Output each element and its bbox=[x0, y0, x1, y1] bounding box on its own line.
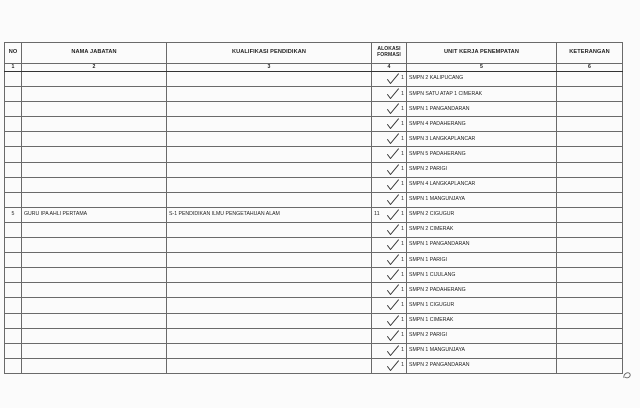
cell-unit-kerja: SMPN SATU ATAP 1 CIMERAK bbox=[407, 87, 557, 102]
cell-no bbox=[5, 298, 22, 313]
table-row bbox=[5, 147, 623, 162]
cell-keterangan bbox=[557, 343, 623, 358]
cell-alokasi-count: 1 bbox=[401, 316, 404, 323]
header-alokasi-label: ALOKASI FORMASI bbox=[377, 46, 401, 58]
cell-alokasi-count: 1 bbox=[401, 120, 404, 127]
cell-nama-jabatan bbox=[22, 162, 167, 177]
table-row bbox=[5, 283, 623, 298]
cell-unit-kerja: SMPN 4 PADAHERANG bbox=[407, 117, 557, 132]
check-mark-icon bbox=[386, 133, 400, 145]
cell-alokasi bbox=[372, 253, 407, 268]
cell-no bbox=[5, 283, 22, 298]
header-no: NO bbox=[5, 43, 22, 64]
check-mark-icon bbox=[386, 118, 400, 130]
table-row bbox=[5, 343, 623, 358]
cell-alokasi-count: 1 bbox=[401, 271, 404, 278]
check-mark-icon bbox=[386, 330, 400, 342]
header-row bbox=[5, 43, 623, 64]
cell-keterangan bbox=[557, 132, 623, 147]
cell-nama-jabatan bbox=[22, 102, 167, 117]
cell-no bbox=[5, 87, 22, 102]
cell-alokasi bbox=[372, 132, 407, 147]
cell-keterangan bbox=[557, 328, 623, 343]
cell-alokasi-count: 1 bbox=[401, 301, 404, 308]
header-keterangan: KETERANGAN bbox=[557, 43, 623, 64]
cell-alokasi-count: 1 bbox=[401, 332, 404, 339]
cell-alokasi bbox=[372, 222, 407, 237]
cell-nama-jabatan bbox=[22, 358, 167, 373]
cell-unit-kerja: SMPN 1 CIMERAK bbox=[407, 313, 557, 328]
cell-keterangan bbox=[557, 192, 623, 207]
cell-nama-jabatan bbox=[22, 87, 167, 102]
cell-alokasi bbox=[372, 268, 407, 283]
cell-alokasi bbox=[372, 192, 407, 207]
table-row bbox=[5, 328, 623, 343]
check-mark-icon bbox=[386, 179, 400, 191]
cell-nama-jabatan bbox=[22, 298, 167, 313]
check-mark-icon bbox=[386, 299, 400, 311]
cell-kualifikasi bbox=[167, 358, 372, 373]
cell-no bbox=[5, 253, 22, 268]
cell-unit-kerja: SMPN 1 PARIGI bbox=[407, 253, 557, 268]
cell-nama-jabatan bbox=[22, 238, 167, 253]
table-row bbox=[5, 298, 623, 313]
cell-nama-jabatan bbox=[22, 192, 167, 207]
cell-no bbox=[5, 102, 22, 117]
cell-unit-kerja: SMPN 1 CIJULANG bbox=[407, 268, 557, 283]
cell-no bbox=[5, 222, 22, 237]
cell-alokasi bbox=[372, 162, 407, 177]
cell-keterangan bbox=[557, 87, 623, 102]
cell-unit-kerja: SMPN 2 PARIGI bbox=[407, 328, 557, 343]
cell-kualifikasi bbox=[167, 117, 372, 132]
header-kualifikasi: KUALIFIKASI PENDIDIKAN bbox=[167, 43, 372, 64]
cell-alokasi-total: 11 bbox=[374, 210, 380, 217]
cell-unit-kerja: SMPN 2 KALIPUCANG bbox=[407, 72, 557, 87]
cell-alokasi-count: 1 bbox=[401, 226, 404, 233]
column-number: 1 bbox=[5, 64, 22, 72]
cell-unit-kerja: SMPN 1 MANGUNJAYA bbox=[407, 343, 557, 358]
cell-kualifikasi bbox=[167, 253, 372, 268]
cell-alokasi bbox=[372, 177, 407, 192]
check-mark-icon bbox=[386, 224, 400, 236]
cell-kualifikasi bbox=[167, 238, 372, 253]
cell-nama-jabatan bbox=[22, 132, 167, 147]
cell-kualifikasi bbox=[167, 132, 372, 147]
cell-unit-kerja: SMPN 1 CIGUGUR bbox=[407, 298, 557, 313]
cell-kualifikasi: S-1 PENDIDIKAN ILMU PENGETAHUAN ALAM bbox=[167, 207, 372, 222]
cell-alokasi bbox=[372, 358, 407, 373]
cell-nama-jabatan bbox=[22, 253, 167, 268]
cell-alokasi bbox=[372, 117, 407, 132]
cell-no bbox=[5, 177, 22, 192]
cell-alokasi-count: 1 bbox=[401, 286, 404, 293]
table-row bbox=[5, 238, 623, 253]
table-body bbox=[5, 72, 623, 374]
cell-alokasi-count: 1 bbox=[401, 256, 404, 263]
cell-kualifikasi bbox=[167, 268, 372, 283]
cell-alokasi bbox=[372, 72, 407, 87]
cell-kualifikasi bbox=[167, 283, 372, 298]
header-alokasi bbox=[372, 43, 407, 64]
cell-alokasi-count: 1 bbox=[401, 166, 404, 172]
cell-no bbox=[5, 72, 22, 87]
cell-kualifikasi bbox=[167, 298, 372, 313]
cell-alokasi bbox=[372, 298, 407, 313]
cell-nama-jabatan: GURU IPA AHLI PERTAMA bbox=[22, 207, 167, 222]
cell-unit-kerja: SMPN 1 MANGUNJAYA bbox=[407, 192, 557, 207]
cell-keterangan bbox=[557, 162, 623, 177]
cell-kualifikasi bbox=[167, 328, 372, 343]
cell-alokasi-count: 1 bbox=[401, 196, 404, 203]
cell-alokasi bbox=[372, 313, 407, 328]
cell-nama-jabatan bbox=[22, 177, 167, 192]
header-nama-jabatan: NAMA JABATAN bbox=[22, 43, 167, 64]
cell-keterangan bbox=[557, 358, 623, 373]
cell-nama-jabatan bbox=[22, 328, 167, 343]
cell-keterangan bbox=[557, 313, 623, 328]
check-mark-icon bbox=[386, 345, 400, 357]
check-mark-icon bbox=[386, 284, 400, 296]
check-mark-icon bbox=[386, 88, 400, 100]
cell-kualifikasi bbox=[167, 87, 372, 102]
check-mark-icon bbox=[386, 73, 400, 85]
cell-unit-kerja: SMPN 2 PARIGI bbox=[407, 162, 557, 177]
cell-alokasi bbox=[372, 87, 407, 102]
cell-alokasi bbox=[372, 147, 407, 162]
cell-unit-kerja: SMPN 4 LANGKAPLANCAR bbox=[407, 177, 557, 192]
cell-keterangan bbox=[557, 207, 623, 222]
check-mark-icon bbox=[386, 164, 400, 176]
cell-keterangan bbox=[557, 283, 623, 298]
cell-unit-kerja: SMPN 2 PADAHERANG bbox=[407, 283, 557, 298]
cell-keterangan bbox=[557, 72, 623, 87]
cell-no: 5 bbox=[5, 207, 22, 222]
cell-alokasi-count: 1 bbox=[401, 90, 404, 97]
cell-keterangan bbox=[557, 177, 623, 192]
cell-kualifikasi bbox=[167, 102, 372, 117]
column-number: 5 bbox=[407, 64, 557, 72]
check-mark-icon bbox=[386, 360, 400, 372]
cell-unit-kerja: SMPN 2 CIGUGUR bbox=[407, 207, 557, 222]
cell-kualifikasi bbox=[167, 147, 372, 162]
table-row bbox=[5, 358, 623, 373]
cell-alokasi-count: 1 bbox=[401, 105, 404, 112]
column-number: 4 bbox=[372, 64, 407, 72]
table-row bbox=[5, 313, 623, 328]
cell-no bbox=[5, 192, 22, 207]
cell-alokasi-count: 1 bbox=[401, 211, 404, 218]
cell-no bbox=[5, 238, 22, 253]
cell-nama-jabatan bbox=[22, 268, 167, 283]
column-number: 2 bbox=[22, 64, 167, 72]
cell-alokasi-count: 1 bbox=[401, 75, 404, 82]
cell-alokasi bbox=[372, 328, 407, 343]
cell-alokasi-count: 1 bbox=[401, 347, 404, 354]
cell-keterangan bbox=[557, 222, 623, 237]
check-mark-icon bbox=[386, 209, 400, 221]
table-row bbox=[5, 192, 623, 207]
check-mark-icon bbox=[386, 194, 400, 206]
header-unit-kerja: UNIT KERJA PENEMPATAN bbox=[407, 43, 557, 64]
cell-nama-jabatan bbox=[22, 283, 167, 298]
table-row bbox=[5, 222, 623, 237]
cell-alokasi-count: 1 bbox=[401, 135, 404, 142]
table-row bbox=[5, 87, 623, 102]
cell-alokasi bbox=[372, 343, 407, 358]
cell-kualifikasi bbox=[167, 162, 372, 177]
cell-keterangan bbox=[557, 268, 623, 283]
cell-nama-jabatan bbox=[22, 313, 167, 328]
table-row bbox=[5, 207, 623, 222]
cell-no bbox=[5, 162, 22, 177]
corner-scribble-icon bbox=[622, 370, 632, 380]
cell-kualifikasi bbox=[167, 177, 372, 192]
cell-alokasi bbox=[372, 238, 407, 253]
cell-unit-kerja: SMPN 5 PADAHERANG bbox=[407, 147, 557, 162]
cell-alokasi bbox=[372, 283, 407, 298]
cell-kualifikasi bbox=[167, 313, 372, 328]
cell-alokasi-count: 1 bbox=[401, 362, 404, 369]
column-number: 3 bbox=[167, 64, 372, 72]
check-mark-icon bbox=[386, 269, 400, 281]
formasi-table bbox=[4, 42, 623, 374]
cell-nama-jabatan bbox=[22, 72, 167, 87]
cell-nama-jabatan bbox=[22, 343, 167, 358]
cell-unit-kerja: SMPN 3 LANGKAPLANCAR bbox=[407, 132, 557, 147]
cell-alokasi-count: 1 bbox=[401, 181, 404, 188]
cell-nama-jabatan bbox=[22, 147, 167, 162]
table-row bbox=[5, 253, 623, 268]
table-row bbox=[5, 177, 623, 192]
cell-kualifikasi bbox=[167, 192, 372, 207]
check-mark-icon bbox=[386, 254, 400, 266]
cell-kualifikasi bbox=[167, 222, 372, 237]
cell-unit-kerja: SMPN 2 CIMERAK bbox=[407, 222, 557, 237]
cell-no bbox=[5, 132, 22, 147]
table-row bbox=[5, 162, 623, 177]
cell-nama-jabatan bbox=[22, 117, 167, 132]
cell-alokasi bbox=[372, 102, 407, 117]
cell-nama-jabatan bbox=[22, 222, 167, 237]
cell-keterangan bbox=[557, 238, 623, 253]
cell-alokasi bbox=[372, 207, 407, 222]
cell-no bbox=[5, 343, 22, 358]
cell-keterangan bbox=[557, 253, 623, 268]
cell-no bbox=[5, 328, 22, 343]
cell-unit-kerja: SMPN 1 PANGANDARAN bbox=[407, 102, 557, 117]
table-row bbox=[5, 102, 623, 117]
cell-keterangan bbox=[557, 117, 623, 132]
cell-kualifikasi bbox=[167, 72, 372, 87]
cell-kualifikasi bbox=[167, 343, 372, 358]
cell-no bbox=[5, 117, 22, 132]
column-number-row bbox=[5, 64, 623, 72]
check-mark-icon bbox=[386, 315, 400, 327]
check-mark-icon bbox=[386, 103, 400, 115]
cell-no bbox=[5, 358, 22, 373]
cell-no bbox=[5, 147, 22, 162]
table-row bbox=[5, 268, 623, 283]
cell-unit-kerja: SMPN 1 PANGANDARAN bbox=[407, 238, 557, 253]
cell-alokasi-count: 1 bbox=[401, 241, 404, 248]
table-row bbox=[5, 132, 623, 147]
cell-keterangan bbox=[557, 298, 623, 313]
table-row bbox=[5, 117, 623, 132]
table-row bbox=[5, 72, 623, 87]
cell-keterangan bbox=[557, 102, 623, 117]
check-mark-icon bbox=[386, 239, 400, 251]
cell-alokasi-count: 1 bbox=[401, 150, 404, 157]
cell-no bbox=[5, 268, 22, 283]
cell-keterangan bbox=[557, 147, 623, 162]
check-mark-icon bbox=[386, 148, 400, 160]
column-number: 6 bbox=[557, 64, 623, 72]
cell-no bbox=[5, 313, 22, 328]
cell-unit-kerja: SMPN 2 PANGANDARAN bbox=[407, 358, 557, 373]
